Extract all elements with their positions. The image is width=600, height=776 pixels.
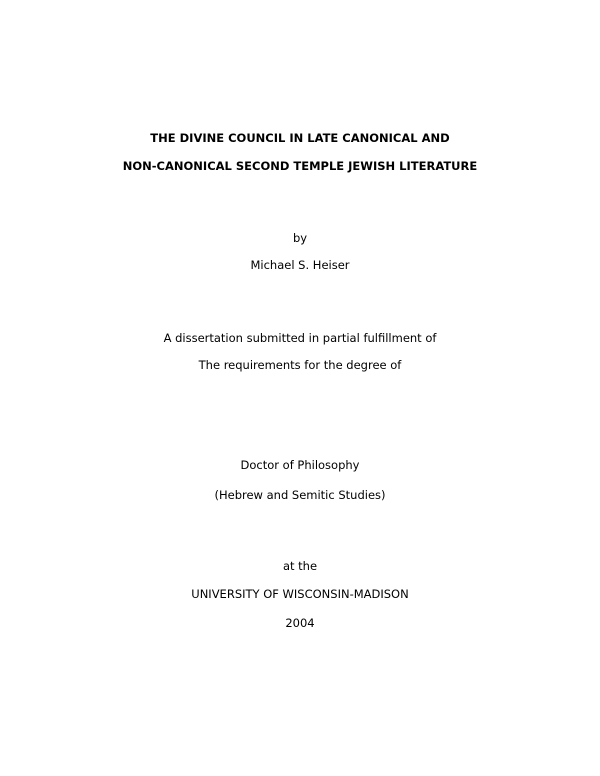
author-name: Michael S. Heiser <box>250 258 350 272</box>
submission-year: 2004 <box>285 616 315 630</box>
submission-statement-line-1: A dissertation submitted in partial fulfillment of <box>163 331 437 345</box>
university-name: UNIVERSITY OF WISCONSIN-MADISON <box>191 587 409 601</box>
dissertation-title-line-1: THE DIVINE COUNCIL IN LATE CANONICAL AND <box>150 131 450 145</box>
degree-field: (Hebrew and Semitic Studies) <box>214 488 386 502</box>
degree-name: Doctor of Philosophy <box>240 458 360 472</box>
at-the-label: at the <box>282 559 318 573</box>
by-label: by <box>292 231 308 245</box>
dissertation-title-line-2: NON-CANONICAL SECOND TEMPLE JEWISH LITERATURE <box>122 159 478 173</box>
submission-statement-line-2: The requirements for the degree of <box>198 358 402 372</box>
